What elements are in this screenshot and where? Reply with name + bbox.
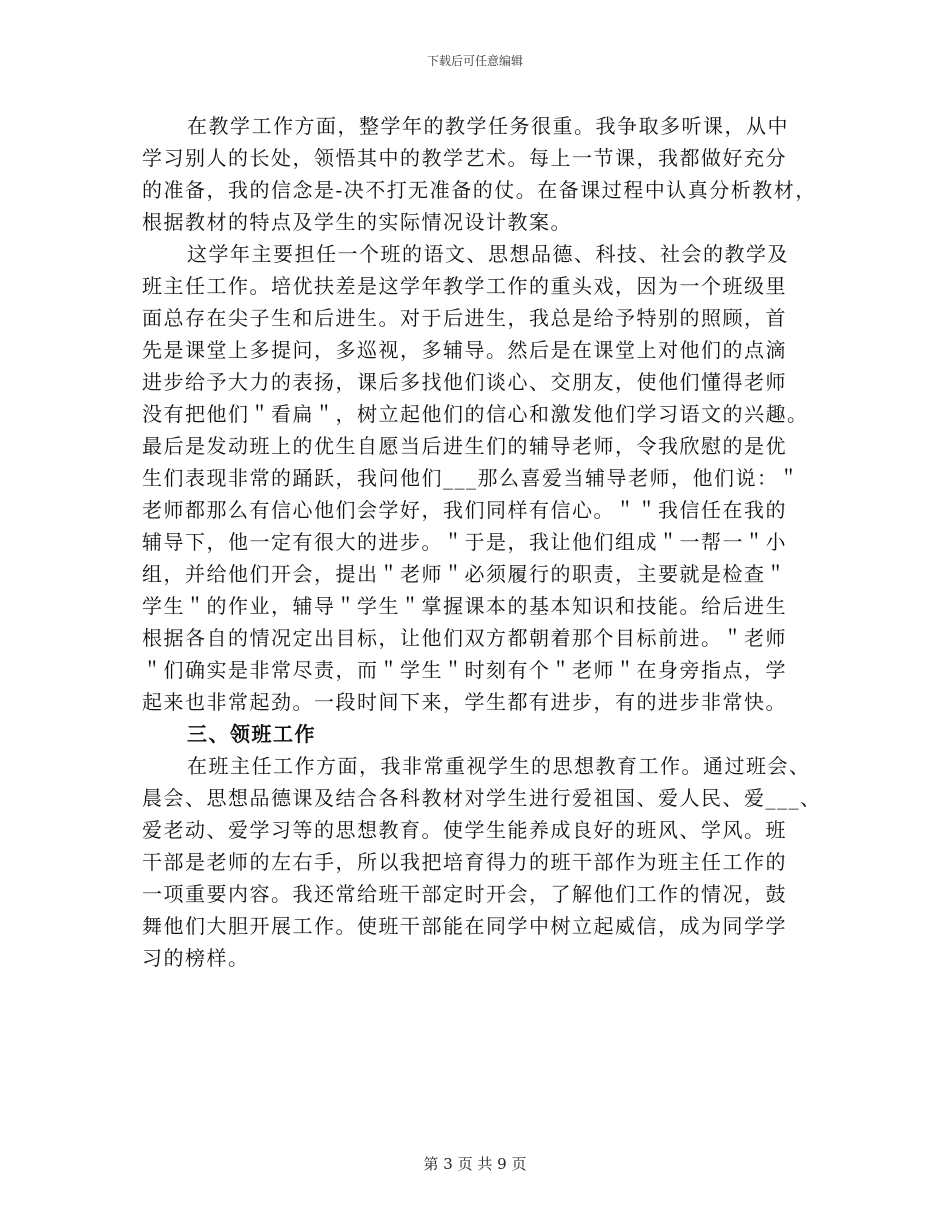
text-line: 在班主任工作方面，我非常重视学生的思想教育工作。通过班会、 — [187, 754, 811, 778]
text-line: 生们表现非常的踊跃，我问他们___那么喜爱当辅导老师，他们说：＂ — [142, 466, 800, 490]
text-line: 没有把他们＂看扁＂，树立起他们的信心和激发他们学习语文的兴趣。 — [142, 402, 809, 426]
text-line: 根据教材的特点及学生的实际情况设计教案。 — [142, 210, 572, 234]
paragraph — [142, 750, 822, 974]
text-line: 先是课堂上多提问，多巡视，多辅导。然后是在课堂上对他们的点滴 — [142, 338, 787, 362]
text-line: 爱老动、爱学习等的思想教育。使学生能养成良好的班风、学风。班 — [142, 818, 787, 842]
text-line: 辅导下，他一定有很大的进步。＂于是，我让他们组成＂一帮一＂小 — [142, 530, 787, 554]
text-line: 干部是老师的左右手，所以我把培育得力的班干部作为班主任工作的 — [142, 850, 787, 874]
page-footer: 第 3 页 共 9 页 — [423, 1155, 527, 1173]
heading-text: 三、领班工作 — [187, 722, 316, 746]
text-line: 起来也非常起劲。一段时间下来，学生都有进步，有的进步非常快。 — [142, 690, 787, 714]
text-line: 习的榜样。 — [142, 946, 250, 970]
text-line: 最后是发动班上的优生自愿当后进生们的辅导老师，令我欣慰的是优 — [142, 434, 787, 458]
text-line: ＂们确实是非常尽责，而＂学生＂时刻有个＂老师＂在身旁指点，学 — [142, 658, 787, 682]
text-line: 学习别人的长处，领悟其中的教学艺术。每上一节课，我都做好充分 — [142, 146, 787, 170]
text-line: 组，并给他们开会，提出＂老师＂必须履行的职责，主要就是检查＂ — [142, 562, 787, 586]
document-body — [142, 110, 822, 974]
section-heading — [142, 718, 822, 750]
text-line: 一项重要内容。我还常给班干部定时开会，了解他们工作的情况，鼓 — [142, 882, 787, 906]
text-line: 根据各自的情况定出目标，让他们双方都朝着那个目标前进。＂老师 — [142, 626, 787, 650]
text-line: 面总存在尖子生和后进生。对于后进生，我总是给予特别的照顾，首 — [142, 306, 787, 330]
text-line: 的准备，我的信念是-决不打无准备的仗。在备课过程中认真分析教材， — [142, 178, 817, 202]
text-line: 在教学工作方面，整学年的教学任务很重。我争取多听课，从中 — [187, 114, 789, 138]
text-line: 进步给予大力的表扬，课后多找他们谈心、交朋友，使他们懂得老师 — [142, 370, 787, 394]
paragraph — [142, 238, 822, 718]
text-line: 班主任工作。培优扶差是这学年教学工作的重头戏，因为一个班级里 — [142, 274, 787, 298]
text-line: 老师都那么有信心他们会学好，我们同样有信心。＂＂我信任在我的 — [142, 498, 787, 522]
paragraph — [142, 110, 822, 238]
page-header: 下载后可任意编辑 — [426, 54, 523, 68]
text-line: 学生＂的作业，辅导＂学生＂掌握课本的基本知识和技能。给后进生 — [142, 594, 787, 618]
text-line: 舞他们大胆开展工作。使班干部能在同学中树立起威信，成为同学学 — [142, 914, 787, 938]
text-line: 这学年主要担任一个班的语文、思想品德、科技、社会的教学及 — [187, 242, 789, 266]
text-line: 晨会、思想品德课及结合各科教材对学生进行爱祖国、爱人民、爱___、 — [142, 786, 822, 810]
